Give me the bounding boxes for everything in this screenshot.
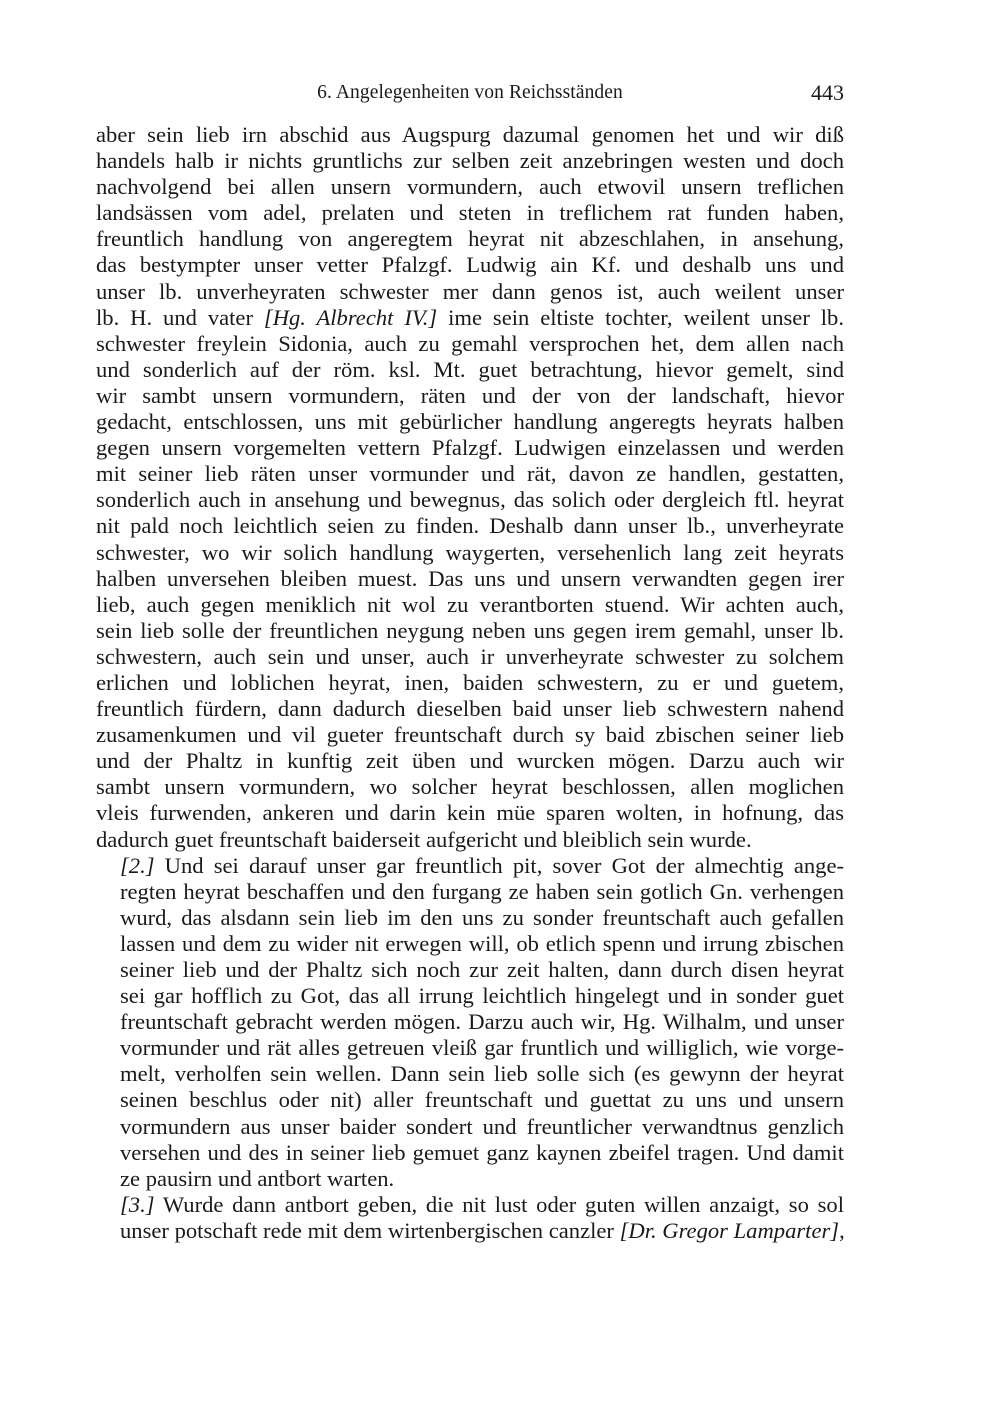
text-line: freuntschaft gebracht werden mögen. Darzu auch wir, Hg. Wilhalm, und unser — [120, 1009, 844, 1035]
running-title: 6. Angelegenheiten von Reichsständen — [317, 82, 623, 103]
text-line: lb. H. und vater [Hg. Albrecht IV.] ime sein eltiste tochter, weilent unser lb. — [96, 304, 844, 330]
text-line: versehen und des in seiner lieb gemuet ganz kaynen zbeifel tragen. Und damit — [120, 1139, 844, 1165]
text-line: landsässen vom adel, prelaten und steten in treflichem rat funden haben, — [96, 200, 844, 226]
text-line: vormunder und rät alles getreuen vleiß gar fruntlich und williglich, wie vorge- — [120, 1035, 844, 1061]
body-text — [96, 122, 844, 1244]
text-line: halben unversehen bleiben muest. Das uns und unsern verwandten gegen irer — [96, 565, 844, 591]
text-line: melt, verholfen sein wellen. Dann sein lieb solle sich (es gewynn der heyrat — [120, 1061, 844, 1087]
editorial-annotation: [Dr. Gregor Lamparter] — [619, 1217, 840, 1243]
paragraph — [96, 1192, 844, 1244]
text-line: lieb, auch gegen meniklich nit wol zu verantborten stuend. Wir achten auch, — [96, 591, 844, 617]
text-line: nachvolgend bei allen unsern vormundern, auch etwovil unsern treflichen — [96, 174, 844, 200]
editorial-annotation: [2.] — [120, 852, 155, 878]
text-line: aber sein lieb irn abschid aus Augspurg dazumal genomen het und wir diß — [96, 122, 844, 147]
paragraph — [96, 853, 844, 1192]
text-line: sonderlich auch in ansehung und bewegnus, das solich oder dergleich ftl. heyrat — [96, 487, 844, 513]
text-line: sambt unsern vormundern, wo solcher heyrat beschlossen, allen moglichen — [96, 774, 844, 800]
text-line: zusamenkumen und vil gueter freuntschaft durch sy baid zbischen seiner lieb — [96, 722, 844, 748]
text-line: gedacht, entschlossen, uns mit gebürlicher handlung angeregts heyrats halben — [96, 409, 844, 435]
text-line: erlichen und loblichen heyrat, inen, baiden schwestern, zu er und guetem, — [96, 669, 844, 695]
text-line: vormundern aus unser baider sondert und freuntlicher verwandtnus genzlich — [120, 1113, 844, 1139]
text-line: handels halb ir nichts gruntlichs zur selben zeit anzebringen westen und doch — [96, 148, 844, 174]
text-line: schwestern, auch sein und unser, auch ir unverheyrate schwester zu solchem — [96, 643, 844, 669]
editorial-annotation: [3.] — [120, 1191, 155, 1217]
text-line: [2.] Und sei darauf unser gar freuntlich pit, sover Got der almechtig ange- — [120, 852, 844, 878]
text-line: schwester freylein Sidonia, auch zu gemahl versprochen het, dem allen nach — [96, 330, 844, 356]
page-number: 443 — [811, 80, 844, 105]
text-line: dadurch guet freuntschaft baiderseit aufgericht und bleiblich sein wurde. — [96, 826, 752, 852]
text-line: mit seiner lieb räten unser vormunder und rät, davon ze handlen, gestatten, — [96, 461, 844, 487]
text-line: freuntlich fürdern, dann dadurch dieselben baid unser lieb schwestern nahend — [96, 696, 844, 722]
text-line: wurd, das alsdann sein lieb im den uns zu sonder freuntschaft auch gefallen — [120, 904, 844, 930]
text-line: und der Phaltz in kunftig zeit üben und wurcken mögen. Darzu auch wir — [96, 748, 844, 774]
text-line: seiner lieb und der Phaltz sich noch zur zeit halten, dann durch disen heyrat — [120, 957, 844, 982]
text-line: wir sambt unsern vormundern, räten und der von der landschaft, hievor — [96, 382, 844, 408]
text-line: lassen und dem zu wider nit erwegen will, ob etlich spenn und irrung zbischen — [120, 930, 844, 956]
running-head — [96, 80, 844, 108]
text-line: ze pausirn und antbort warten. — [120, 1165, 395, 1191]
editorial-annotation: [Hg. Albrecht IV.] — [263, 304, 438, 330]
text-line: nit pald noch leichtlich seien zu finden. Deshalb dann unser lb., unverheyrate — [96, 513, 844, 539]
text-line: gegen unsern vorgemelten vettern Pfalzgf. Ludwigen einzelassen und werden — [96, 435, 844, 461]
text-line: freuntlich handlung von angeregtem heyrat nit abzeschlahen, in ansehung, — [96, 226, 844, 252]
text-line: sein lieb solle der freuntlichen neygung neben uns gegen irem gemahl, unser lb. — [96, 617, 844, 643]
text-line: seinen beschlus oder nit) aller freuntschaft und guettat zu uns und unsern — [120, 1087, 844, 1113]
text-line: schwester, wo wir solich handlung waygerten, versehenlich lang zeit heyrats — [96, 539, 844, 565]
paragraph — [96, 122, 844, 853]
text-line: vleis furwenden, ankeren und darin kein müe sparen wolten, in hofnung, das — [96, 800, 844, 826]
text-line: unser lb. unverheyraten schwester mer dann genos ist, auch weilent unser — [96, 278, 844, 304]
text-line: das bestympter unser vetter Pfalzgf. Ludwig ain Kf. und deshalb uns und — [96, 252, 844, 278]
text-line: und sonderlich auf der röm. ksl. Mt. guet betrachtung, hievor gemelt, sind — [96, 356, 844, 382]
text-line: sei gar hofflich zu Got, das all irrung leichtlich hingelegt und in sonder guet — [120, 983, 844, 1009]
text-line: [3.] Wurde dann antbort geben, die nit lust oder guten willen anzaigt, so sol — [120, 1191, 844, 1217]
text-line: regten heyrat beschaffen und den furgang ze haben sein gotlich Gn. verhengen — [120, 878, 844, 904]
text-line: unser potschaft rede mit dem wirtenbergischen canzler [Dr. Gregor Lamparter], — [120, 1217, 845, 1243]
